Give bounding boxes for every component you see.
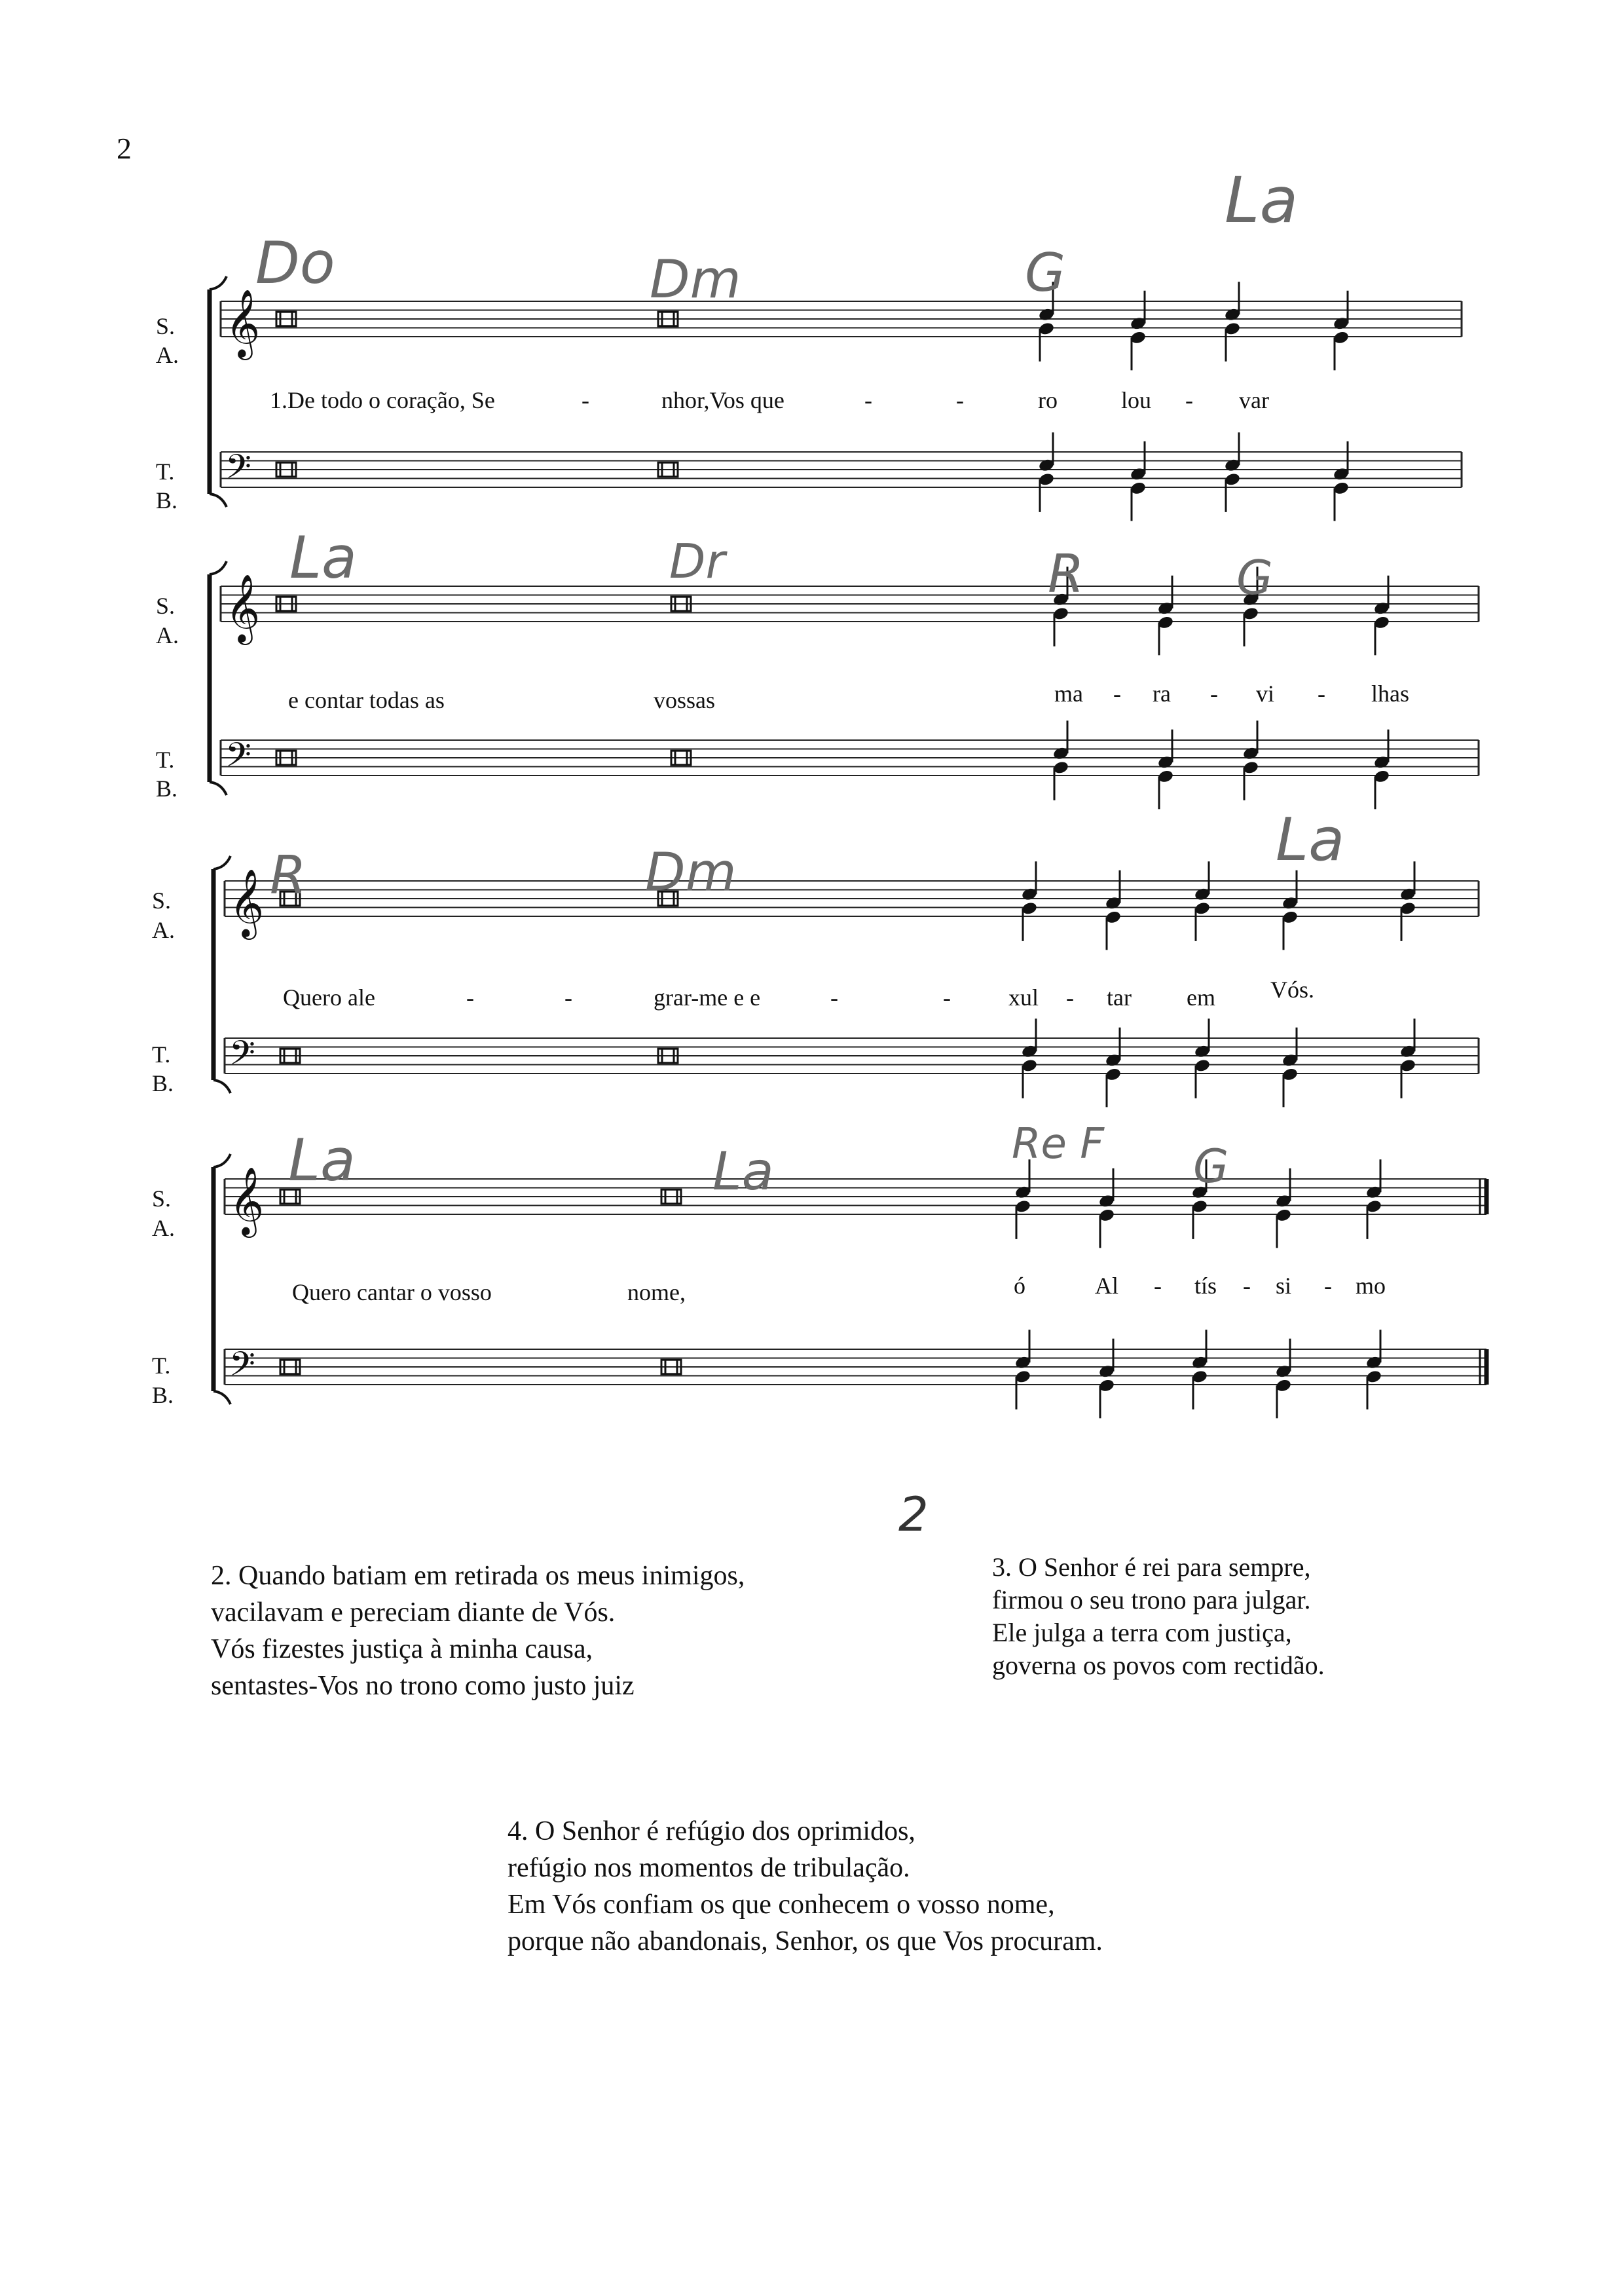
- lyric: Quero ale: [283, 984, 375, 1011]
- lyric: nome,: [627, 1279, 686, 1305]
- verse-line: governa os povos com rectidão.: [992, 1651, 1325, 1680]
- verse-line: Em Vós confiam os que conhecem o vosso nome,: [507, 1890, 1055, 1920]
- treble-clef-icon: 𝄞: [229, 1166, 265, 1235]
- lyric: lhas: [1371, 681, 1409, 707]
- lyric: var: [1239, 387, 1269, 413]
- verse-line: refúgio nos momentos de tribulação.: [507, 1853, 910, 1883]
- bracket-hook: [213, 1391, 231, 1404]
- label-tenor: T.: [156, 747, 175, 773]
- lyric: em: [1187, 984, 1215, 1011]
- chord-annotation: La: [1225, 164, 1299, 237]
- chord-annotation: La: [712, 1141, 774, 1202]
- lyric: -: [1066, 984, 1074, 1011]
- chord-annotation: Dm: [645, 842, 737, 903]
- bass-clef-icon: 𝄢: [229, 1344, 255, 1392]
- bracket-hook: [213, 1154, 231, 1167]
- lyric: vossas: [654, 687, 716, 713]
- lyric: -: [1243, 1273, 1251, 1299]
- bracket-hook: [213, 856, 231, 869]
- treble-clef-icon: 𝄞: [225, 574, 261, 643]
- bracket-hook: [210, 276, 227, 289]
- verse-4: [507, 1813, 1103, 1960]
- lyric: -: [943, 984, 951, 1011]
- chord-annotation: R: [270, 845, 306, 906]
- bass-clef-icon: 𝄢: [229, 1033, 255, 1081]
- label-soprano: S.: [156, 313, 175, 339]
- lyric: -: [581, 387, 589, 413]
- lyric: -: [1113, 681, 1121, 707]
- verse-line: firmou o seu trono para julgar.: [992, 1585, 1311, 1614]
- verse-line: vacilavam e pereciam diante de Vós.: [211, 1597, 616, 1628]
- label-alto: A.: [152, 1215, 175, 1241]
- label-alto: A.: [156, 622, 179, 648]
- chord-annotation: La: [289, 524, 357, 591]
- lyric: grar-me e e: [654, 984, 761, 1011]
- chord-annotation: La: [1276, 806, 1345, 874]
- lyric: si: [1276, 1273, 1292, 1299]
- chord-annotation: Dm: [650, 249, 741, 310]
- chord-annotation: G: [1025, 242, 1065, 303]
- lyric: xul: [1008, 984, 1039, 1011]
- chord-annotation: La: [288, 1127, 356, 1194]
- lyric: -: [956, 387, 964, 413]
- page-number: 2: [117, 132, 132, 165]
- verse-2: [211, 1558, 745, 1704]
- lyric: -: [1318, 681, 1325, 707]
- verse-line: sentastes-Vos no trono como justo juiz: [211, 1671, 635, 1701]
- bass-clef-icon: 𝄢: [225, 735, 251, 783]
- lyric: tar: [1107, 984, 1132, 1011]
- treble-clef-icon: 𝄞: [225, 289, 261, 358]
- verse-line: 2. Quando batiam em retirada os meus inimigos,: [211, 1561, 745, 1591]
- lyric: -: [864, 387, 872, 413]
- label-alto: A.: [156, 342, 179, 368]
- bracket-hook: [210, 782, 227, 795]
- label-soprano: S.: [152, 887, 172, 914]
- lyric: e contar todas as: [288, 687, 445, 713]
- lyric: -: [1154, 1273, 1162, 1299]
- lyric: -: [1210, 681, 1218, 707]
- chord-annotation: Re F: [1012, 1120, 1104, 1168]
- lyric: -: [564, 984, 572, 1011]
- label-soprano: S.: [152, 1185, 172, 1212]
- verse-line: Ele julga a terra com justiça,: [992, 1618, 1292, 1647]
- label-soprano: S.: [156, 593, 175, 619]
- label-bass: B.: [156, 487, 178, 513]
- lyric: -: [1185, 387, 1193, 413]
- lyric: ó: [1014, 1273, 1025, 1299]
- lyric: Quero cantar o vosso: [292, 1279, 492, 1305]
- lyric: -: [1324, 1273, 1332, 1299]
- verse-line: porque não abandonais, Senhor, os que Vos procuram.: [507, 1926, 1103, 1956]
- label-tenor: T.: [152, 1041, 171, 1068]
- lyric: ro: [1038, 387, 1058, 413]
- lyric: vi: [1256, 681, 1275, 707]
- verse-line: 3. O Senhor é rei para sempre,: [992, 1552, 1311, 1582]
- label-bass: B.: [156, 775, 178, 802]
- lyric: lou: [1121, 387, 1152, 413]
- lyric: nhor,Vos que: [661, 387, 784, 413]
- label-bass: B.: [152, 1070, 174, 1096]
- lyric: -: [466, 984, 474, 1011]
- lyric: mo: [1356, 1273, 1386, 1299]
- treble-clef-icon: 𝄞: [229, 868, 265, 937]
- lyric: Al: [1095, 1273, 1118, 1299]
- label-bass: B.: [152, 1382, 174, 1408]
- chord-annotation: G: [1236, 550, 1273, 605]
- bass-clef-icon: 𝄢: [225, 447, 251, 494]
- label-tenor: T.: [156, 458, 175, 485]
- label-tenor: T.: [152, 1353, 171, 1379]
- label-alto: A.: [152, 917, 175, 943]
- chord-annotation: Do: [255, 229, 335, 297]
- lyric: tís: [1194, 1273, 1217, 1299]
- lyric: ma: [1054, 681, 1083, 707]
- verse-line: Vós fizestes justiça à minha causa,: [211, 1634, 593, 1664]
- bracket-hook: [213, 1080, 231, 1093]
- verse-3: [992, 1551, 1325, 1682]
- lyric: ra: [1153, 681, 1171, 707]
- bracket-hook: [210, 494, 227, 507]
- chord-annotation: R: [1048, 544, 1084, 605]
- lyric: -: [830, 984, 838, 1011]
- chord-annotation: Dr: [669, 534, 726, 589]
- bracket-hook: [210, 561, 227, 574]
- handwritten-mark: 2: [898, 1487, 929, 1542]
- lyric: Vós.: [1270, 977, 1315, 1003]
- lyric: 1.De todo o coração, Se: [270, 387, 495, 413]
- verse-line: 4. O Senhor é refúgio dos oprimidos,: [507, 1816, 915, 1846]
- chord-annotation: G: [1193, 1140, 1229, 1193]
